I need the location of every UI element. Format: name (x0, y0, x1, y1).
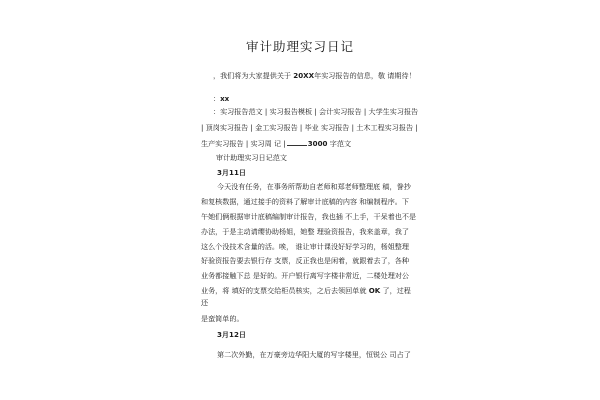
intro-prefix: ，我们将为大家提供关于 (213, 71, 292, 80)
entry-1-line-8 (201, 286, 411, 295)
entry-2-line-1: 第二次外勤，在万豪旁边华阳大厦的写字楼里，恒锐公 司占了 (217, 350, 411, 359)
entry-1-line-7: 业务都接触下总 是好的。开户银行离写字楼非常近，二楼处理对公 (201, 271, 409, 280)
ok-word: OK (368, 286, 381, 295)
page-title: 审计助理实习日记 (245, 39, 354, 54)
entry-date-1: 3月11日 (217, 168, 246, 177)
author-name: xx (220, 94, 230, 103)
tags-line-2: | 顶岗实习报告 | 金工实习报告 | 毕业 实习报告 | 土木工程实习报告 | (201, 123, 418, 132)
entry-1-line-8-tail: 了，过程 (382, 286, 411, 295)
entry-date-2: 3月12日 (217, 330, 246, 339)
entry-1-line-9: 还 (201, 298, 209, 307)
blank-underline (287, 139, 307, 146)
subtitle: 审计助理实习日记范文 (216, 153, 287, 162)
author-line (213, 94, 229, 103)
tags-text: 生产实习报告 | 实习周 记 | (201, 139, 286, 148)
author-prefix: ： (213, 94, 221, 103)
entry-1-line-2: 和复核数据，通过接手的资料了解审计底稿的内容 和编制程序。下 (201, 197, 409, 206)
entry-1-line-8-text: 业务，将 填好的支票交给柜员核实，之后去领回单就 (201, 286, 367, 295)
entry-1-line-4: 办法，于是主动请缨协助杨姐，她整 理验资报告，我来盖章，我了 (201, 227, 409, 236)
intro-year: 20XX (293, 71, 315, 80)
entry-1-line-10: 是蛮简单的。 (201, 314, 244, 323)
entry-1-line-6: 好验资报告要去银行存 支票，反正我也是闲着，就跟着去了，各种 (201, 256, 409, 265)
intro-line (213, 71, 416, 80)
word-count: 3000 (307, 139, 328, 148)
tags-suffix: 字范文 (329, 139, 352, 148)
tags-line-1: ：实习报告范文 | 实习报告模板 | 会计实习报告 | 大学生实习报告 (213, 107, 419, 116)
intro-suffix: 年实习报告的信息，敬 请期待！ (314, 71, 416, 80)
tags-line-3 (201, 139, 351, 148)
entry-1-line-1: 今天没有任务，在事务所帮助自老师和郑老师整理底 稿，誊抄 (217, 182, 411, 191)
entry-1-line-3: 午她们俩根据审计底稿编制审计报告，我也插 不上手，干呆着也不是 (201, 212, 417, 221)
entry-1-line-5: 这么个没技术含量的活。唉， 谁让审计课没好好学习的，杨姐整理 (201, 242, 409, 251)
